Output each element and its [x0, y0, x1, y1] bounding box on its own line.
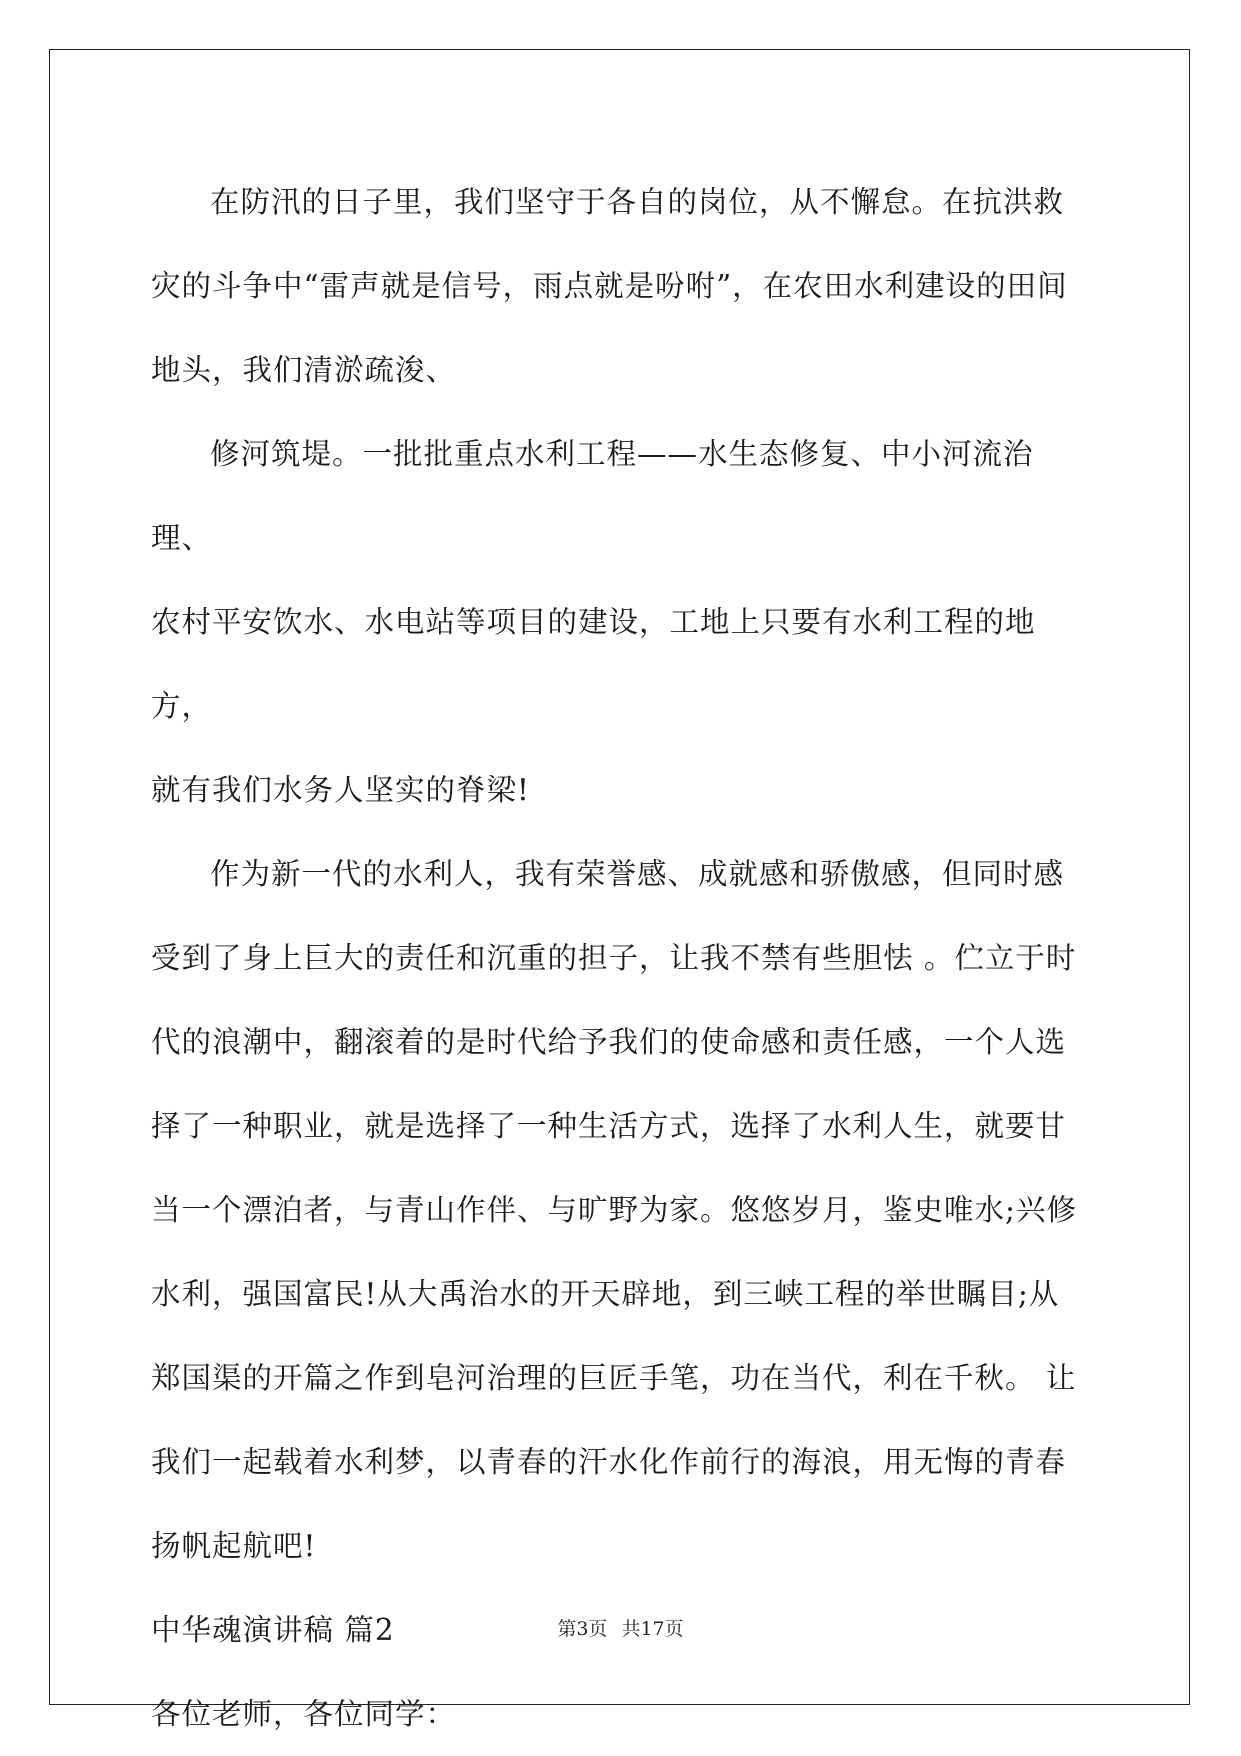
text-line: 郑国渠的开篇之作到皂河治理的巨匠手笔，功在当代，利在千秋。 让	[151, 1361, 1077, 1395]
text-line: 作为新一代的水利人，我有荣誉感、成就感和骄傲感，但同时感	[210, 857, 1065, 891]
text-line: 择了一种职业，就是选择了一种生活方式，选择了水利人生，就要甘	[151, 1109, 1067, 1143]
text-line: 在防汛的日子里，我们坚守于各自的岗位，从不懈怠。在抗洪救	[210, 185, 1065, 219]
text-line: 扬帆起航吧!	[151, 1529, 317, 1563]
text-line: 灾的斗争中“雷声就是信号，雨点就是吩咐”，在农田水利建设的田间	[151, 269, 1068, 303]
text-line: 我们一起载着水利梦，以青春的汗水化作前行的海浪，用无悔的青春	[151, 1445, 1067, 1479]
text-line: 受到了身上巨大的责任和沉重的担子，让我不禁有些胆怯 。伫立于时	[151, 941, 1077, 975]
text-line: 修河筑堤。一批批重点水利工程——水生态修复、中小河流治理、	[151, 437, 1034, 555]
section-heading: 中华魂演讲稿 篇2	[151, 1613, 395, 1647]
page-number: 第3页	[557, 1618, 608, 1640]
page-total: 共17页	[621, 1618, 684, 1640]
page-footer	[0, 1614, 1241, 1641]
salutation: 各位老师，各位同学：	[151, 1697, 457, 1731]
document-body	[151, 160, 1091, 1756]
text-line: 农村平安饮水、水电站等项目的建设，工地上只要有水利工程的地方，	[151, 605, 1036, 723]
text-line: 当一个漂泊者，与青山作伴、与旷野为家。悠悠岁月，鉴史唯水;兴修	[151, 1193, 1077, 1227]
text-line: 代的浪潮中，翻滚着的是时代给予我们的使命感和责任感，一个人选	[151, 1025, 1067, 1059]
text-line: 地头，我们清淤疏浚、	[151, 353, 457, 387]
text-line: 就有我们水务人坚实的脊梁!	[151, 773, 530, 807]
text-line: 水利，强国富民!从大禹治水的开天辟地，到三峡工程的举世瞩目;从	[151, 1277, 1060, 1311]
